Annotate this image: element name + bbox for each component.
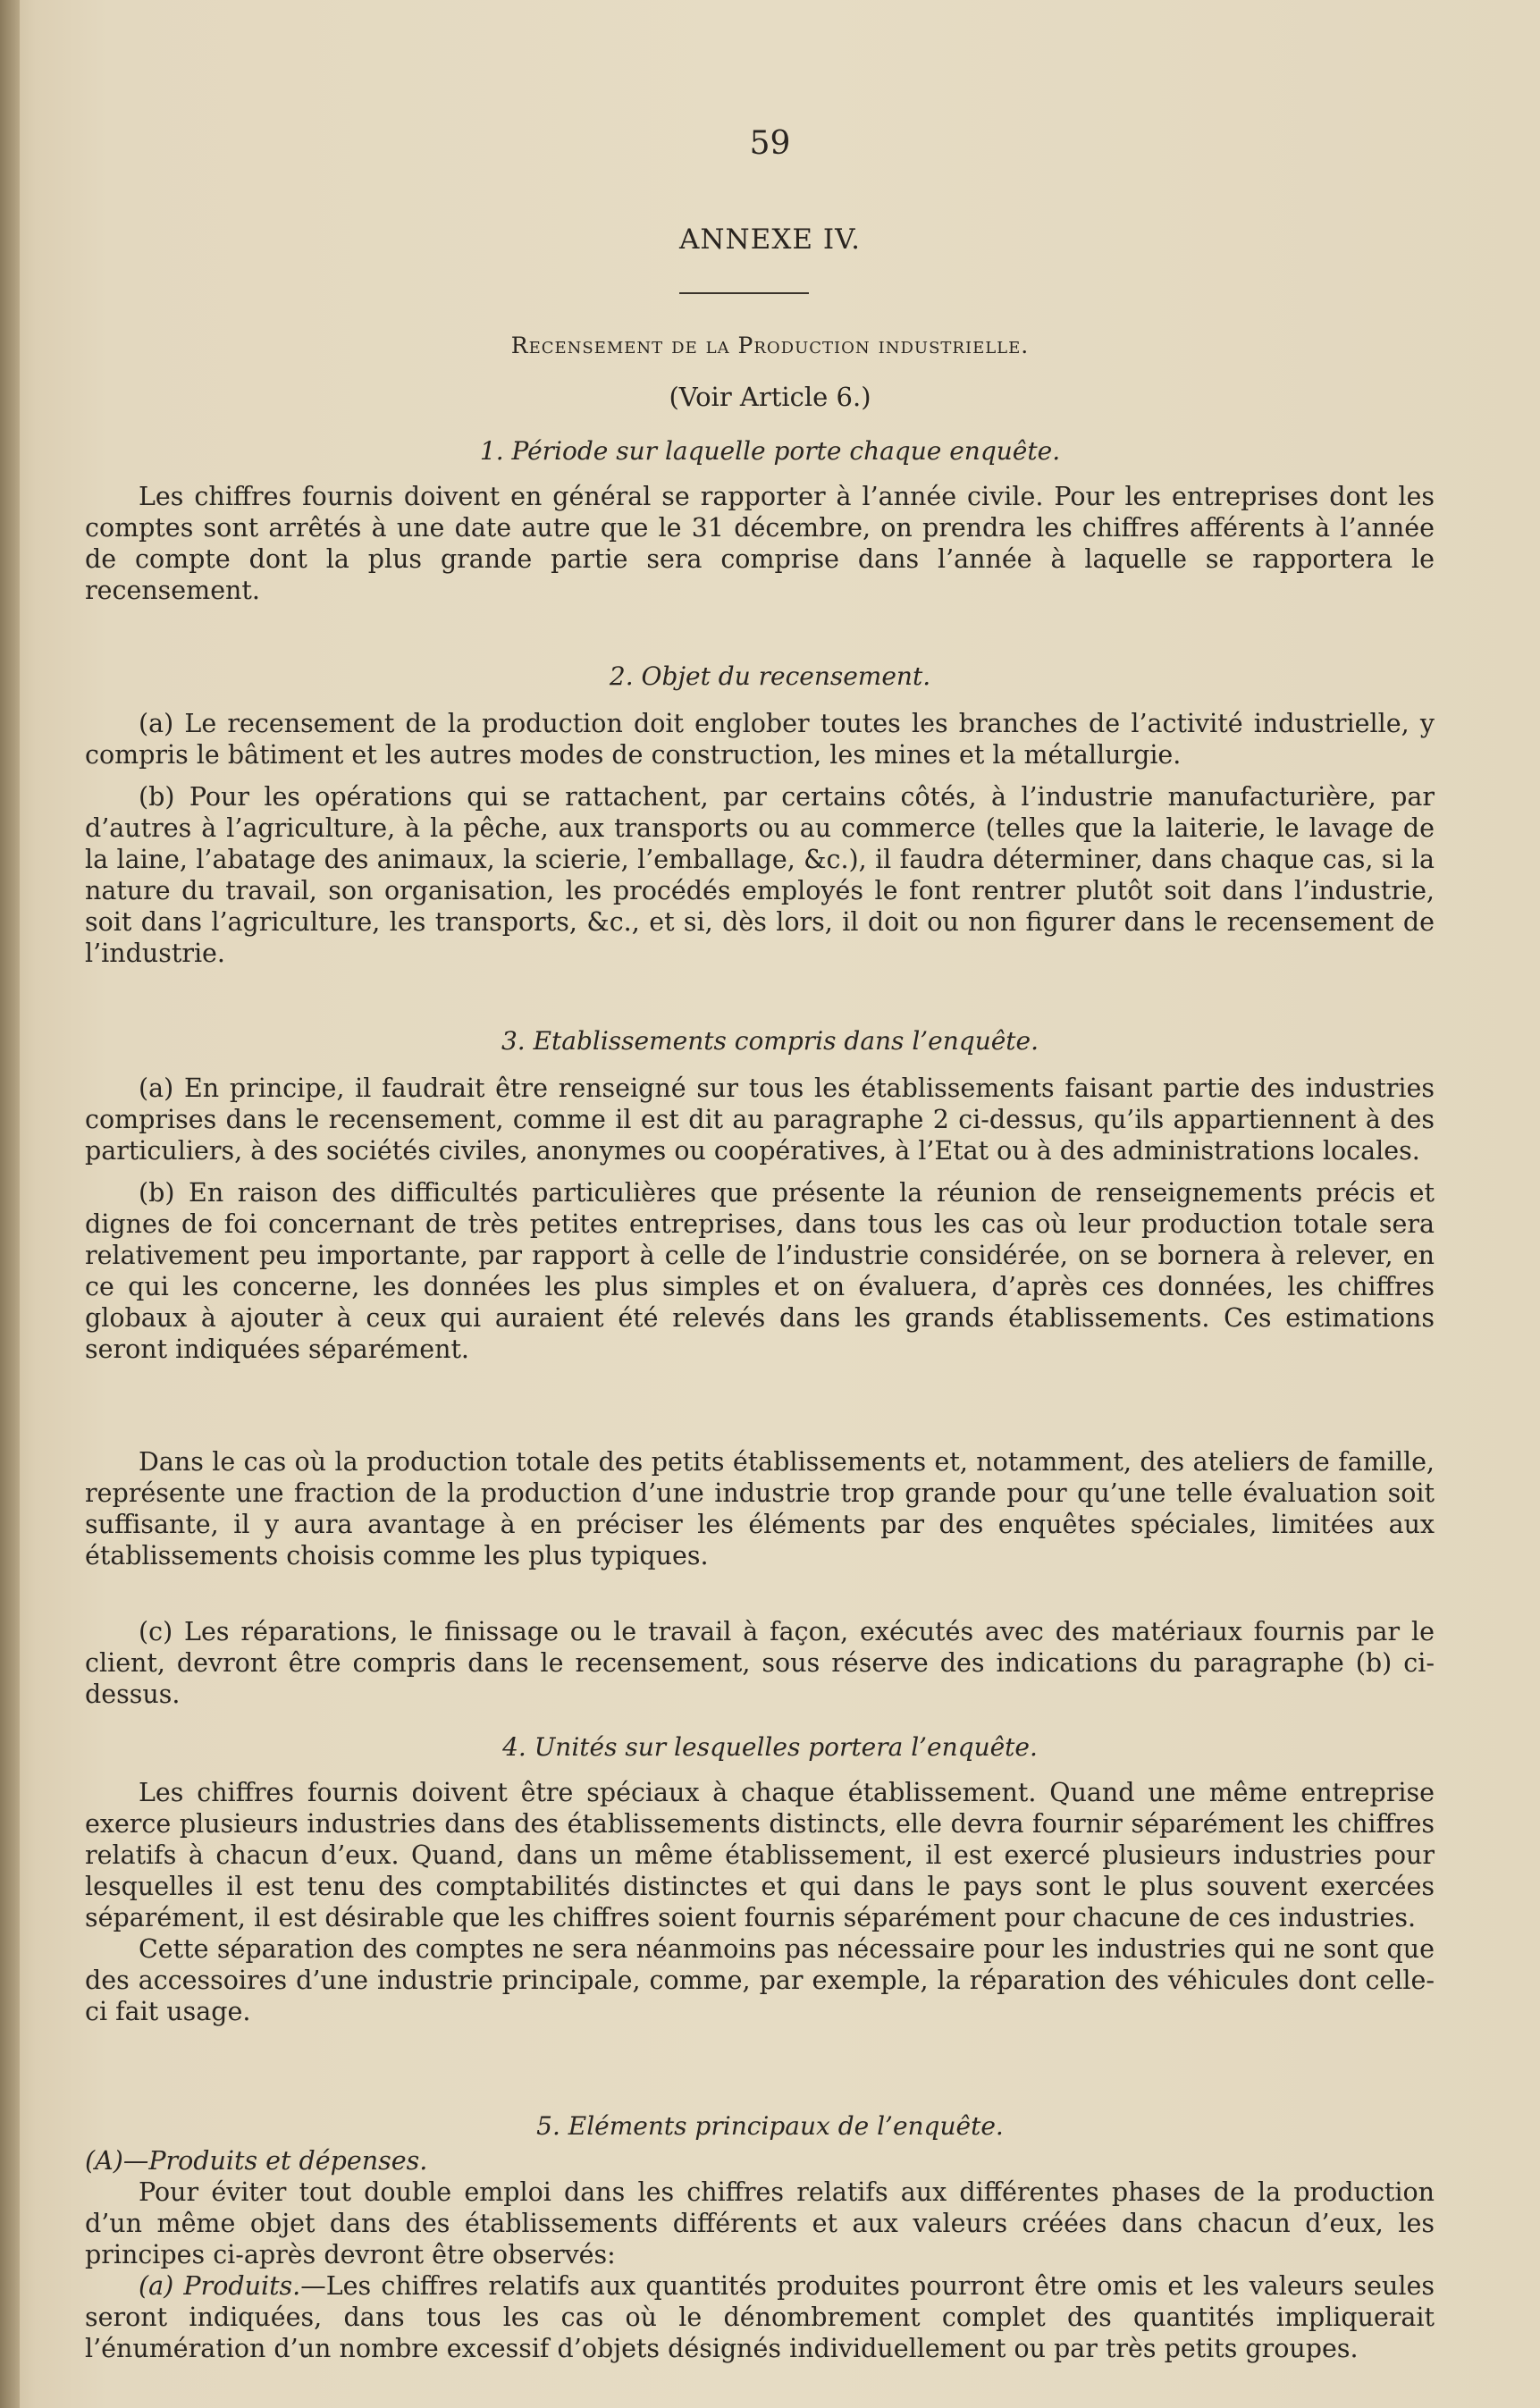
article-reference: (Voir Article 6.) bbox=[669, 382, 871, 412]
section-5-text bbox=[85, 2145, 1435, 2364]
paragraph: Les chiffres fournis doivent en général se rapporter à l’année civile. Pour les entreprises dont les comptes sont arrêtés à une date autre que le 31 décembre, on prendra les chiffres afférents à l’année de compte dont la plus grande partie sera comprise dans l’année à laquelle se rapportera le recensement. bbox=[85, 482, 1435, 605]
section-3-text-continued bbox=[85, 1446, 1435, 1571]
section-3-text bbox=[85, 1073, 1435, 1365]
document-heading: Recensement de la Production industrielle. bbox=[510, 333, 1030, 358]
section-1-title: 1. Période sur laquelle porte chaque enquête. bbox=[479, 436, 1061, 466]
section-1-text bbox=[85, 481, 1435, 606]
paragraph: Cette séparation des comptes ne sera néanmoins pas nécessaire pour les industries qui ne sont que des accessoires d’une industrie principale, comme, par exemple, la réparation des véhicules dont celle-ci fait usage. bbox=[85, 1934, 1435, 2026]
section-4-title: 4. Unités sur lesquelles portera l’enquête. bbox=[502, 1732, 1038, 1762]
annex-title: ANNEXE IV. bbox=[679, 223, 861, 256]
paragraph: (b) Pour les opérations qui se rattachent, par certains côtés, à l’industrie manufacturière, par d’autres à l’agriculture, à la pêche, aux transports ou au commerce (telles que la laiterie, le lavage de la laine, l’abatage des animaux, la scierie, l’emballage, &c.), il faudra déterminer, dans chaque cas, si la nature du travail, son organisation, les procédés employés le font rentrer plutôt soit dans l’industrie, soit dans l’agriculture, les transports, &c., et si, dès lors, il doit ou non figurer dans le recensement de l’industrie. bbox=[85, 782, 1435, 968]
paragraph: Dans le cas où la production totale des petits établissements et, notamment, des ateliers de famille, représente une fraction de la production d’une industrie trop grande pour qu’une telle évaluation soit suffisante, il y aura avantage à en préciser les éléments par des enquêtes spéciales, limitées aux établissements choisis comme les plus typiques. bbox=[85, 1447, 1435, 1570]
section-2-title: 2. Objet du recensement. bbox=[609, 661, 931, 691]
subheading: (A)—Produits et dépenses. bbox=[85, 2146, 428, 2176]
paragraph: Les chiffres fournis doivent être spéciaux à chaque établissement. Quand une même entreprise exerce plusieurs industries dans des établissements distincts, elle devra fournir séparément les chiffres relatifs à chacun d’eux. Quand, dans un même établissement, il est exercé plusieurs industries pour lesquelles il est tenu des comptabilités distinctes et qui dans le pays sont le plus souvent exercées séparément, il est désirable que les chiffres soient fournis séparément pour chacune de ces industries. bbox=[85, 1778, 1435, 1932]
section-4-text bbox=[85, 1777, 1435, 2027]
paragraph: (b) En raison des difficultés particulières que présente la réunion de renseignements précis et dignes de foi concernant de très petites entreprises, dans tous les cas où leur production totale sera relativement peu importante, par rapport à celle de l’industrie considérée, on se bornera à relever, en ce qui les concerne, les données les plus simples et on évaluera, d’après ces données, les chiffres globaux à ajouter à ceux qui auraient été relevés dans les grands établissements. Ces estimations seront indiquées séparément. bbox=[85, 1178, 1435, 1364]
section-3-title: 3. Etablissements compris dans l’enquête. bbox=[501, 1026, 1039, 1056]
paragraph bbox=[85, 2270, 1435, 2364]
title-rule bbox=[679, 292, 809, 294]
paragraph: (c) Les réparations, le finissage ou le travail à façon, exécutés avec des matériaux fournis par le client, devront être compris dans le recensement, sous réserve des indications du paragraphe (b) ci-dessus. bbox=[85, 1617, 1435, 1709]
item-label: (a) Produits. bbox=[139, 2271, 301, 2301]
paragraph: (a) Le recensement de la production doit englober toutes les branches de l’activité industrielle, y compris le bâtiment et les autres modes de construction, les mines et la métallurgie. bbox=[85, 709, 1435, 770]
paragraph: Pour éviter tout double emploi dans les chiffres relatifs aux différentes phases de la production d’un même objet dans des établissements différents et aux valeurs créées dans chacun d’eux, les principes ci-après devront être observés: bbox=[85, 2177, 1435, 2269]
book-gutter bbox=[0, 0, 20, 2408]
item-text: —Les chiffres relatifs aux quantités produites pourront être omis et les valeurs seules seront indiquées, dans tous les cas où le dénombrement complet des quantités impliquerait l’énumération d’un nombre excessif d’objets désignés individuellement ou par très petits groupes. bbox=[85, 2271, 1435, 2363]
page-number: 59 bbox=[749, 125, 791, 162]
section-2-text bbox=[85, 708, 1435, 969]
section-5-title: 5. Eléments principaux de l’enquête. bbox=[536, 2111, 1004, 2141]
section-3-text-c bbox=[85, 1616, 1435, 1710]
paragraph: (a) En principe, il faudrait être renseigné sur tous les établissements faisant partie des industries comprises dans le recensement, comme il est dit au paragraphe 2 ci-dessus, qu’ils appartiennent à des particuliers, à des sociétés civiles, anonymes ou coopératives, à l’Etat ou à des administrations locales. bbox=[85, 1073, 1435, 1166]
